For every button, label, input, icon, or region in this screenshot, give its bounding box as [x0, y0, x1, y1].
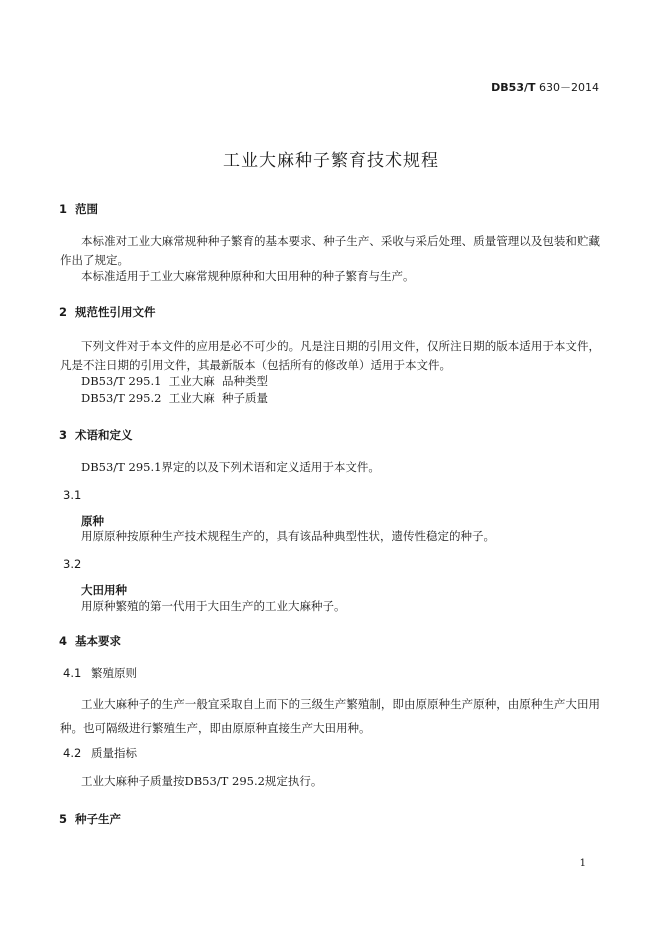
section-number: 4 [59, 634, 68, 648]
term-3-2-number: 3.2 [63, 557, 82, 571]
term-3-2-name: 大田用种 [81, 583, 127, 597]
section-number: 1 [59, 202, 68, 216]
subsection-number: 4.1 [63, 666, 82, 680]
subsection-4-2-paragraph: 工业大麻种子质量按DB53/T 295.2规定执行。 [81, 774, 323, 788]
subsection-4-1-heading [63, 665, 137, 681]
section-4-heading [59, 633, 121, 649]
standard-prefix: DB53/T [491, 81, 536, 94]
section-2-heading [59, 304, 156, 320]
section-3-heading [59, 427, 133, 443]
subsection-4-1-paragraph: 工业大麻种子的生产一般宜采取自上而下的三级生产繁殖制，即由原原种生产原种，由原种生产大田用种。也可隔级进行繁殖生产，即由原原种直接生产大田用种。 [60, 697, 600, 735]
section-number: 3 [59, 428, 68, 442]
standard-code [491, 79, 599, 95]
term-3-1-number: 3.1 [63, 488, 82, 502]
reference-item: DB53/T 295.2 工业大麻 种子质量 [81, 391, 269, 405]
subsection-title: 繁殖原则 [91, 666, 137, 680]
section-title: 术语和定义 [75, 428, 133, 442]
section-5-heading [59, 811, 121, 827]
section-2-paragraph-1: 下列文件对于本文件的应用是必不可少的。凡是注日期的引用文件，仅所注日期的版本适用于本文件，凡是不注日期的引用文件，其最新版本（包括所有的修改单）适用于本文件。 [60, 339, 600, 372]
section-1-heading [59, 201, 98, 217]
section-title: 范围 [75, 202, 98, 216]
section-title: 规范性引用文件 [75, 305, 156, 319]
subsection-number: 4.2 [63, 746, 82, 760]
subsection-title: 质量指标 [91, 746, 137, 760]
reference-item: DB53/T 295.1 工业大麻 品种类型 [81, 374, 269, 388]
section-number: 5 [59, 812, 68, 826]
section-title: 基本要求 [75, 634, 121, 648]
page-number: 1 [579, 858, 586, 869]
section-3-paragraph-1: DB53/T 295.1界定的以及下列术语和定义适用于本文件。 [81, 460, 380, 474]
term-3-1-definition: 用原原种按原种生产技术规程生产的，具有该品种典型性状，遗传性稳定的种子。 [81, 529, 495, 543]
section-1-paragraph-1: 本标准对工业大麻常规种种子繁育的基本要求、种子生产、采收与采后处理、质量管理以及包装和贮藏作出了规定。 [60, 234, 600, 267]
term-3-1-name: 原种 [81, 514, 104, 528]
section-1-paragraph-2: 本标准适用于工业大麻常规种原种和大田用种的种子繁育与生产。 [81, 269, 415, 283]
document-title: 工业大麻种子繁育技术规程 [223, 151, 439, 171]
term-3-2-definition: 用原种繁殖的第一代用于大田生产的工业大麻种子。 [81, 599, 346, 613]
section-number: 2 [59, 305, 68, 319]
section-title: 种子生产 [75, 812, 121, 826]
subsection-4-2-heading [63, 745, 137, 761]
standard-number: 630－2014 [539, 81, 599, 94]
